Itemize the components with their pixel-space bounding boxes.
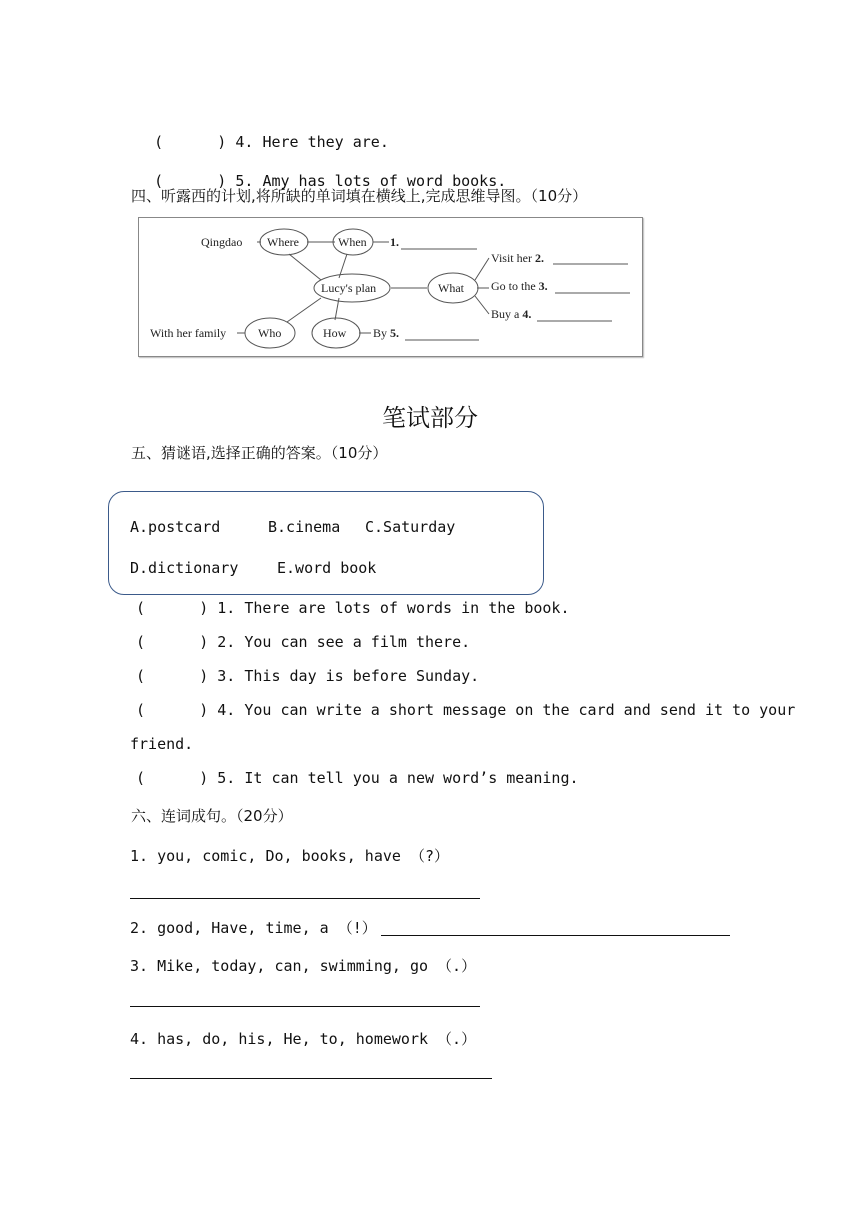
option-b: B.cinema xyxy=(268,518,341,536)
s5-item-1: ( ) 1. There are lots of words in the book. xyxy=(136,599,570,617)
option-c: C.Saturday xyxy=(365,518,456,536)
answer-line-2[interactable] xyxy=(381,935,730,936)
s3-item-5: ( ) 5. Amy has lots of word books. xyxy=(154,172,507,190)
answer-line-3[interactable] xyxy=(130,1006,480,1007)
mm-what-item-2: Go to the 3. xyxy=(491,279,548,293)
s6-item-4: 4. has, do, his, He, to, homework （.） xyxy=(130,1030,477,1048)
s3-item-4: ( ) 4. Here they are. xyxy=(154,133,389,151)
mm-who: Who xyxy=(258,326,282,340)
s5-item-3: ( ) 3. This day is before Sunday. xyxy=(136,667,480,685)
mind-map-svg xyxy=(139,218,642,356)
answer-line-4[interactable] xyxy=(130,1078,492,1079)
section5-heading: 五、猜谜语,选择正确的答案。（10分） xyxy=(131,444,388,462)
mm-center: Lucy's plan xyxy=(321,281,377,295)
mm-what-item-3: Buy a 4. xyxy=(491,307,532,321)
s5-item-4: ( ) 4. You can write a short message on the card and send it to your xyxy=(136,701,796,719)
s5-item-2: ( ) 2. You can see a film there. xyxy=(136,633,471,651)
mm-when: When xyxy=(338,235,367,249)
answer-line-1[interactable] xyxy=(130,898,480,899)
mm-what: What xyxy=(438,281,464,295)
options-box xyxy=(108,491,544,595)
mm-where: Where xyxy=(267,235,299,249)
s6-item-1: 1. you, comic, Do, books, have （?） xyxy=(130,847,449,865)
option-e: E.word book xyxy=(277,559,377,577)
mm-where-value: Qingdao xyxy=(201,235,243,249)
section6-heading: 六、连词成句。（20分） xyxy=(131,807,293,825)
s6-item-3: 3. Mike, today, can, swimming, go （.） xyxy=(130,957,477,975)
mind-map xyxy=(138,217,643,357)
mm-what-item-1: Visit her 2. xyxy=(491,251,544,265)
mm-how-value: By 5. xyxy=(373,326,400,340)
option-d: D.dictionary xyxy=(130,559,239,577)
mm-blank-1: 1. xyxy=(390,235,399,249)
s5-item-5: ( ) 5. It can tell you a new word’s meaning. xyxy=(136,769,579,787)
mm-who-value: With her family xyxy=(150,326,227,340)
section4-heading: 四、听露西的计划,将所缺的单词填在横线上,完成思维导图。（10分） xyxy=(131,187,588,205)
option-a: A.postcard xyxy=(130,518,221,536)
s6-item-2: 2. good, Have, time, a （!） xyxy=(130,919,377,937)
written-part-title: 笔试部分 xyxy=(382,404,478,432)
mm-how: How xyxy=(323,326,347,340)
s5-item-4-cont: friend. xyxy=(130,735,194,753)
